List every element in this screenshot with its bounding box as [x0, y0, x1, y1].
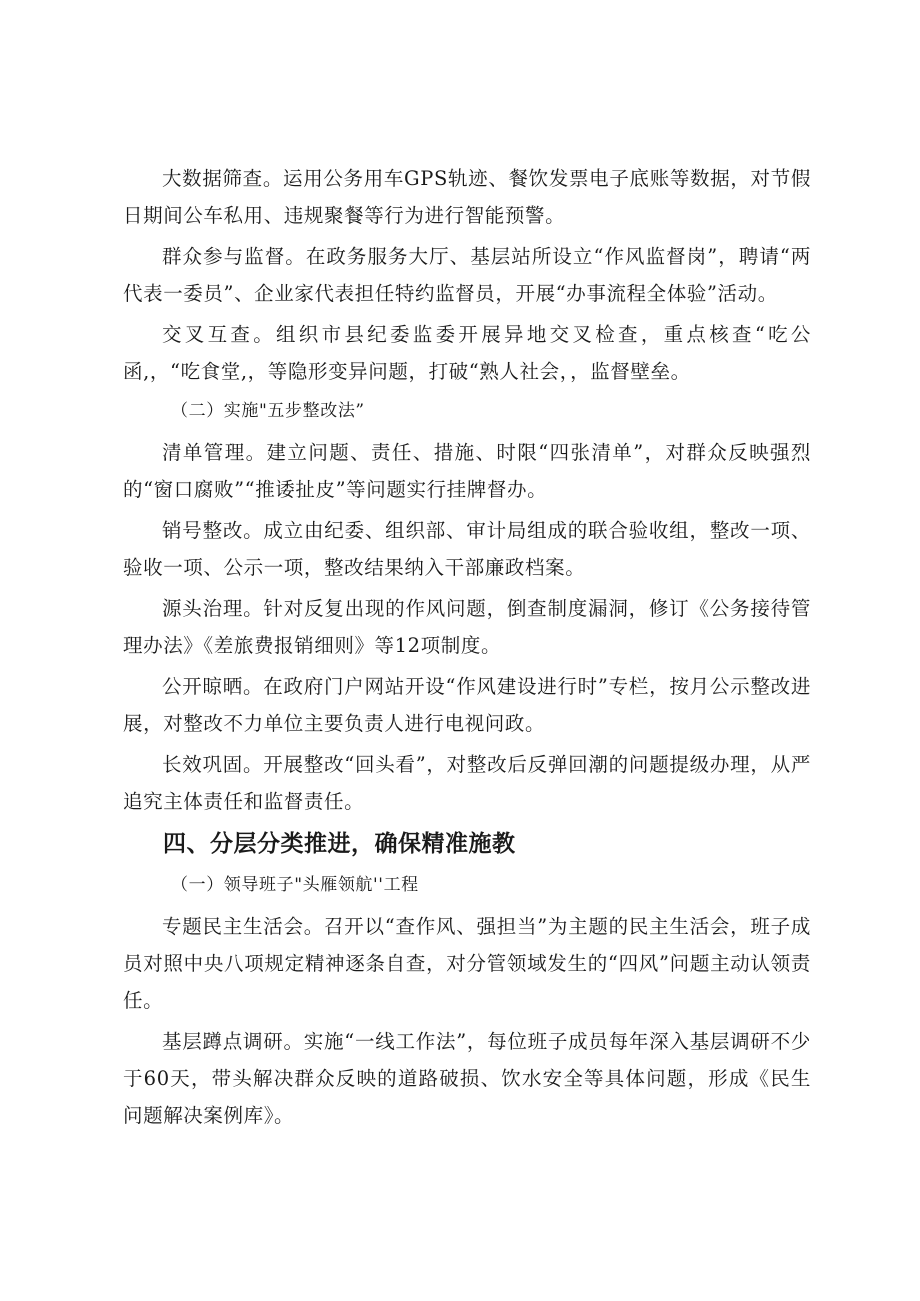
- paragraph-bigdata-screening: 大数据筛查。运用公务用车GPS轨迹、餐饮发票电子底账等数据，对节假日期间公车私用、违规聚餐等行为进行智能预警。: [123, 167, 811, 227]
- subsection-title-five-step: （二）实施"五步整改法”: [171, 401, 365, 421]
- paragraph-democratic-meeting: 专题民主生活会。召开以“查作风、强担当”为主题的民主生活会，班子成员对照中央八项规定精神逐条自查，对分管领域发生的“四风”问题主动认领责任。: [123, 915, 811, 1012]
- paragraph-long-term-consolidation: 长效巩固。开展整改“回头看”，对整改后反弹回潮的问题提级办理，从严追究主体责任和监督责任。: [123, 753, 811, 813]
- document-body: [123, 160, 811, 1138]
- paragraph-source-governance: 源头治理。针对反复出现的作风问题，倒查制度漏洞，修订《公务接待管理办法》《差旅费报销细则》等12项制度。: [123, 597, 811, 657]
- paragraph-list-management: 清单管理。建立问题、责任、措施、时限“四张清单”，对群众反映强烈的“窗口腐败”“推诿扯皮”等问题实行挂牌督办。: [123, 441, 811, 501]
- section-heading-four: 四、分层分类推进，确保精准施教: [163, 831, 516, 857]
- paragraph-close-out-rectification: 销号整改。成立由纪委、组织部、审计局组成的联合验收组，整改一项、验收一项、公示一项，整改结果纳入干部廉政档案。: [123, 519, 811, 579]
- paragraph-public-disclosure: 公开晾晒。在政府门户网站开设“作风建设进行时”专栏，按月公示整改进展，对整改不力单位主要负责人进行电视问政。: [123, 675, 811, 735]
- paragraph-cross-inspection: 交叉互查。组织市县纪委监委开展异地交叉检查，重点核查“吃公函,，“吃食堂,，等隐形变异问题，打破“熟人社会，，监督壁垒。: [123, 323, 811, 383]
- subsection-title-leading-goose: （一）领导班子"头雁领航''工程: [171, 875, 419, 895]
- paragraph-public-supervision: 群众参与监督。在政务服务大厅、基层站所设立“作风监督岗”，聘请“两代表一委员”、企业家代表担任特约监督员，开展“办事流程全体验”活动。: [123, 245, 811, 305]
- paragraph-grassroots-research: 基层蹲点调研。实施“一线工作法”，每位班子成员每年深入基层调研不少于60天，带头解决群众反映的道路破损、饮水安全等具体问题，形成《民生问题解决案例库》。: [123, 1030, 811, 1127]
